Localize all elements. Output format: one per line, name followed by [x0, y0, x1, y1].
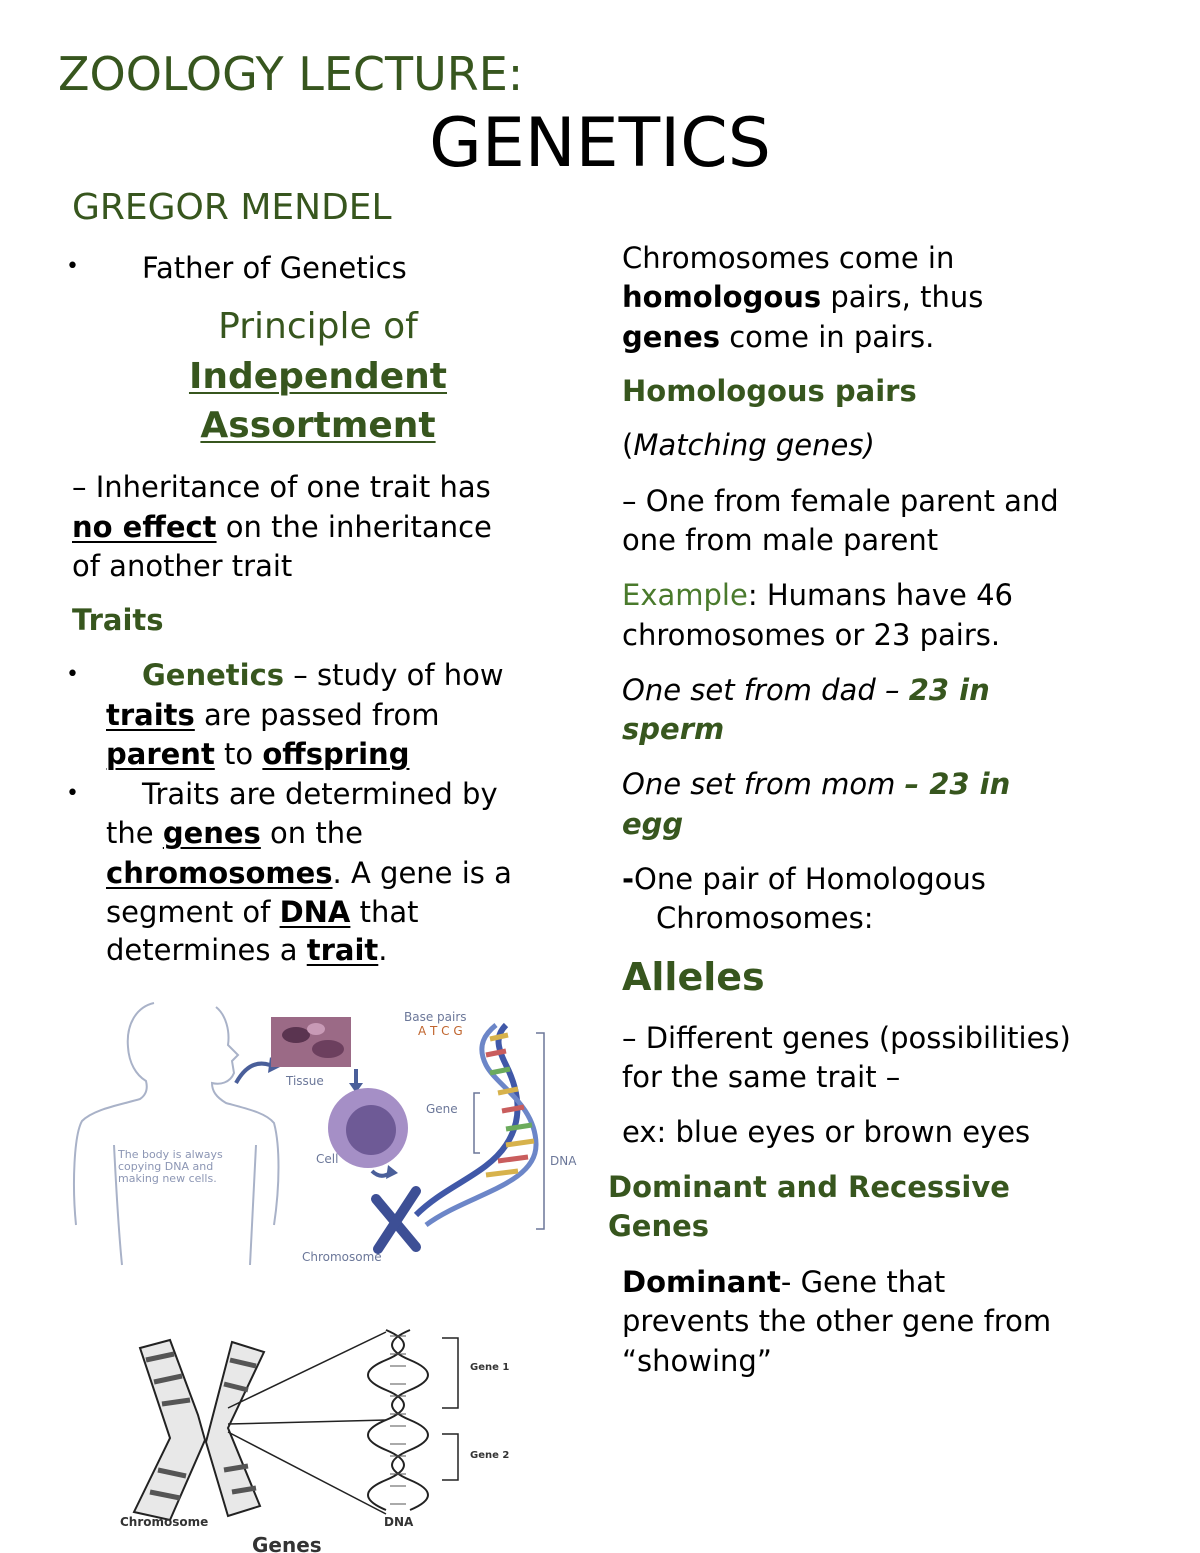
connector-line [228, 1420, 386, 1424]
lecture-title: ZOOLOGY LECTURE: [58, 47, 524, 101]
no-effect-term: no effect [72, 510, 217, 544]
dominant-line3: “showing” [622, 1344, 772, 1378]
homologous-pairs-heading: Homologous pairs [622, 374, 917, 408]
page-title: GENETICS [429, 104, 771, 183]
dad-line2: sperm [622, 712, 725, 746]
offspring-term: offspring [262, 737, 410, 771]
dna-base-pair [498, 1157, 528, 1161]
bullet2-line2: the genes on the [106, 816, 363, 850]
traits-heading: Traits [72, 603, 164, 637]
parent-term: parent [106, 737, 215, 771]
principle-line3: Assortment [200, 405, 436, 446]
base-pairs-label: Base pairs [404, 1010, 467, 1024]
traits-term: traits [106, 698, 195, 732]
cell-label: Cell [316, 1152, 339, 1166]
alleles-heading: Alleles [622, 955, 765, 999]
bullet2-line3: chromosomes. A gene is a [106, 856, 512, 890]
one-from-line1: – One from female parent and [622, 484, 1059, 518]
dna-term: DNA [279, 895, 351, 929]
genetics-term: Genetics [142, 658, 285, 692]
mom-line1: One set from mom – 23 in [622, 767, 1011, 801]
chromosomes-line3: genes come in pairs. [622, 320, 935, 354]
chromosomes-line2: homologous pairs, thus [622, 280, 984, 314]
one-pair-line2: Chromosomes: [656, 901, 874, 935]
bullet-marker: • [66, 254, 79, 279]
cell-nucleus [346, 1105, 396, 1155]
tissue-cell-dark [312, 1040, 344, 1058]
alleles-def-line1: – Different genes (possibilities) [622, 1021, 1071, 1055]
gene-label: Gene [426, 1102, 458, 1116]
chromosome-label: Chromosome [120, 1515, 209, 1529]
gene2-bracket [442, 1434, 458, 1480]
matching-genes: (Matching genes) [622, 428, 875, 462]
definition-line2: no effect on the inheritance [72, 510, 492, 544]
example-line2: chromosomes or 23 pairs. [622, 618, 1001, 652]
genetics-figure-body-to-dna [66, 985, 596, 1285]
chromosome-dna-figure [110, 1320, 550, 1553]
bullet1-line2: traits are passed from [106, 698, 440, 732]
dna-strand [392, 1330, 428, 1510]
dna-base-pair [506, 1125, 532, 1129]
gene1-label: Gene 1 [470, 1362, 510, 1373]
dad-line1: One set from dad – 23 in [622, 673, 990, 707]
tissue-cell-light [307, 1023, 325, 1035]
definition-line1: – Inheritance of one trait has [72, 470, 491, 504]
dominant-line1: Dominant- Gene that [622, 1265, 946, 1299]
bullet2-line1: Traits are determined by [142, 777, 498, 811]
dominant-recessive-heading-line2: Genes [608, 1209, 710, 1243]
one-pair-line1: -One pair of Homologous [622, 862, 986, 896]
dna-base-pair [502, 1107, 524, 1111]
mom-line2: egg [622, 807, 684, 841]
tissue-cell-dark [282, 1027, 310, 1043]
gene2-label: Gene 2 [470, 1450, 510, 1461]
bullet2-line4: segment of DNA that [106, 895, 419, 929]
trait-term: trait [306, 933, 379, 967]
bullet1-line1: Genetics – study of how [142, 658, 504, 692]
arrowhead [386, 1165, 398, 1179]
principle-line1: Principle of [218, 306, 418, 347]
alleles-example: ex: blue eyes or brown eyes [622, 1115, 1031, 1149]
example-line1: Example: Humans have 46 [622, 578, 1014, 612]
chromosomes-term: chromosomes [106, 856, 333, 890]
definition-line3: of another trait [72, 549, 293, 583]
dominant-recessive-heading-line1: Dominant and Recessive [608, 1170, 1010, 1204]
dominant-term: Dominant [622, 1265, 781, 1299]
genes-caption: Genes [252, 1533, 322, 1553]
body-note-3: making new cells. [118, 1172, 217, 1185]
bullet-marker: • [66, 781, 79, 806]
dominant-line2: prevents the other gene from [622, 1304, 1052, 1338]
one-from-line2: one from male parent [622, 523, 939, 557]
arrow-body-to-tissue [236, 1064, 270, 1083]
homologous-term: homologous [622, 280, 822, 314]
chromosome-label: Chromosome [302, 1250, 382, 1264]
gene1-bracket [442, 1338, 458, 1408]
bullet-marker: • [66, 662, 79, 687]
body-note-2: copying DNA and [118, 1160, 214, 1173]
human-body-outline [74, 1003, 279, 1265]
section-heading-mendel: GREGOR MENDEL [72, 187, 392, 228]
example-label: Example [622, 578, 748, 612]
bullet1-line3: parent to offspring [106, 737, 410, 771]
dna-bracket [536, 1033, 544, 1229]
tissue-label: Tissue [286, 1074, 324, 1088]
genes-term: genes [162, 816, 261, 850]
alleles-def-line2: for the same trait – [622, 1060, 901, 1094]
body-note-1: The body is always [118, 1148, 223, 1161]
chromosomes-line1: Chromosomes come in [622, 241, 955, 275]
chromosome-left-arm [134, 1340, 205, 1520]
bullet2-line5: determines a trait. [106, 933, 388, 967]
dna-base-pair [486, 1171, 518, 1175]
gene-bracket [474, 1093, 480, 1153]
father-of-genetics: Father of Genetics [142, 251, 407, 285]
dna-label: DNA [384, 1515, 414, 1529]
dna-label: DNA [550, 1154, 577, 1168]
atcg-label: A T C G [418, 1024, 463, 1038]
dna-base-pair [490, 1035, 508, 1039]
principle-line2: Independent [188, 356, 448, 397]
genes-term: genes [622, 320, 721, 354]
